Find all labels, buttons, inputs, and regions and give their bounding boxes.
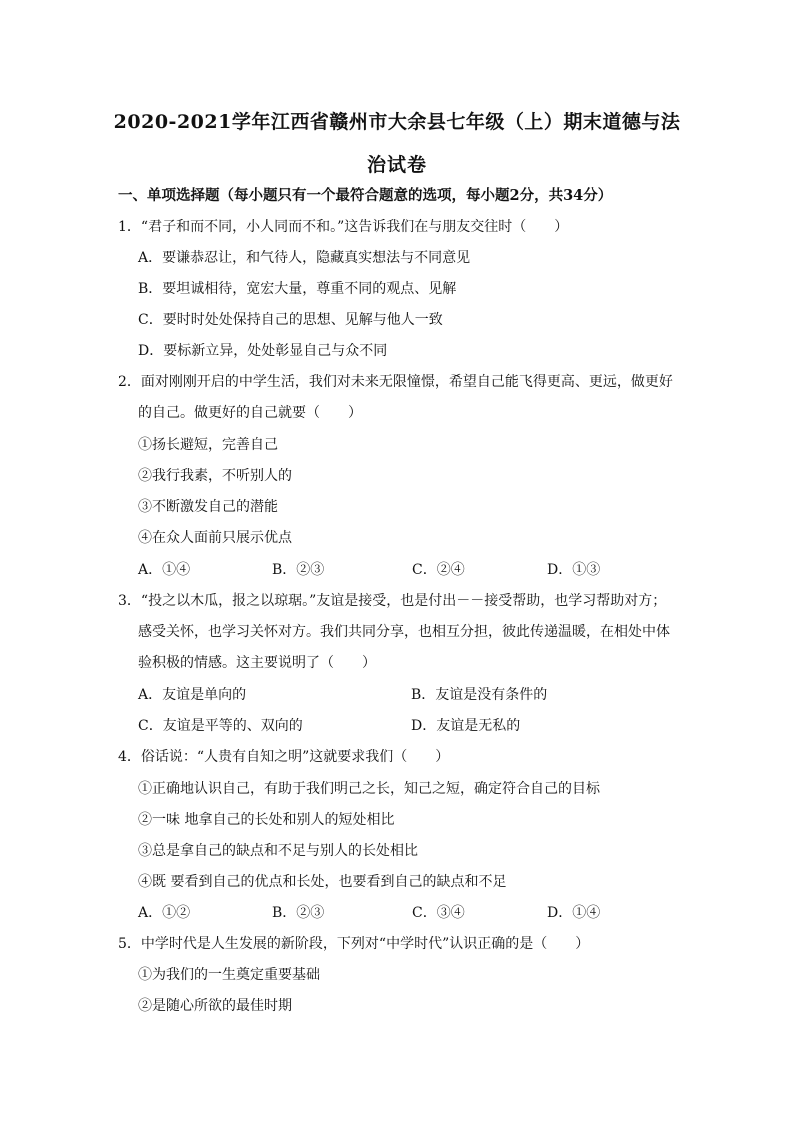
question-4-option-d: D．①④ [547,905,601,921]
question-2-stem: 的自己。做更好的自己就要（ ） [138,405,362,421]
question-1-option-d: D．要标新立异，处处彰显自己与众不同 [138,343,388,359]
question-5-stem: 5．中学时代是人生发展的新阶段，下列对“中学时代”认识正确的是（ ） [118,936,590,952]
question-2-stem: 2．面对刚刚开启的中学生活，我们对未来无限憧憬，希望自己能飞得更高、更远，做更好 [118,374,673,390]
question-4-option-c: C．③④ [412,905,465,921]
question-1-option-c: C．要时时处处保持自己的思想、见解与他人一致 [138,312,443,328]
question-4-option-b: B．②③ [272,905,325,921]
question-4-item-1: ①正确地认识自己，有助于我们明己之长，知己之短，确定符合自己的目标 [138,781,600,797]
question-3-stem: 感受关怀，也学习关怀对方。我们共同分享，也相互分担，彼此传递温暖，在相处中体 [138,624,670,640]
question-2-item-4: ④在众人面前只展示优点 [138,530,292,546]
question-2-option-d: D．①③ [547,562,601,578]
question-3-option-c: C．友谊是平等的、双向的 [138,718,303,734]
question-3-option-a: A．友谊是单向的 [138,687,247,703]
question-4-stem: 4．俗话说：“人贵有自知之明”这就要求我们（ ） [118,749,450,765]
question-1-option-b: B．要坦诚相待，宽宏大量，尊重不同的观点、见解 [138,281,457,297]
question-3-option-d: D．友谊是无私的 [411,718,521,734]
section-heading: 一、单项选择题（每小题只有一个最符合题意的选项，每小题2分，共34分） [118,187,613,204]
question-4-item-3: ③总是拿自己的缺点和不足与别人的长处相比 [138,843,418,859]
question-2-item-1: ①扬长避短，完善自己 [138,437,278,453]
question-4-option-a: A．①② [138,905,191,921]
question-3-option-b: B．友谊是没有条件的 [411,687,548,703]
question-5-item-2: ②是随心所欲的最佳时期 [138,998,292,1014]
question-4-item-4: ④既 要看到自己的优点和长处，也要看到自己的缺点和不足 [138,874,507,890]
question-2-option-c: C．②④ [412,562,465,578]
exam-title-line-1: 2020-2021学年江西省赣州市大余县七年级（上）期末道德与法 [113,111,681,133]
question-1-option-a: A．要谦恭忍让，和气待人，隐藏真实想法与不同意见 [138,250,471,266]
question-5-item-1: ①为我们的一生奠定重要基础 [138,967,320,983]
question-2-option-b: B．②③ [272,562,325,578]
question-4-item-2: ②一味 地拿自己的长处和别人的短处相比 [138,812,395,828]
question-3-stem: 3．“投之以木瓜，报之以琼琚。”友谊是接受，也是付出－－接受帮助，也学习帮助对方； [118,593,667,609]
question-2-option-a: A．①④ [138,562,191,578]
exam-title-line-2: 治试卷 [366,154,427,176]
question-1-stem: 1．“君子和而不同，小人同而不和。”这告诉我们在与朋友交往时（ ） [118,219,569,235]
question-2-item-3: ③不断激发自己的潜能 [138,499,278,515]
question-3-stem: 验积极的情感。这主要说明了（ ） [138,655,376,671]
question-2-item-2: ②我行我素，不听别人的 [138,468,292,484]
